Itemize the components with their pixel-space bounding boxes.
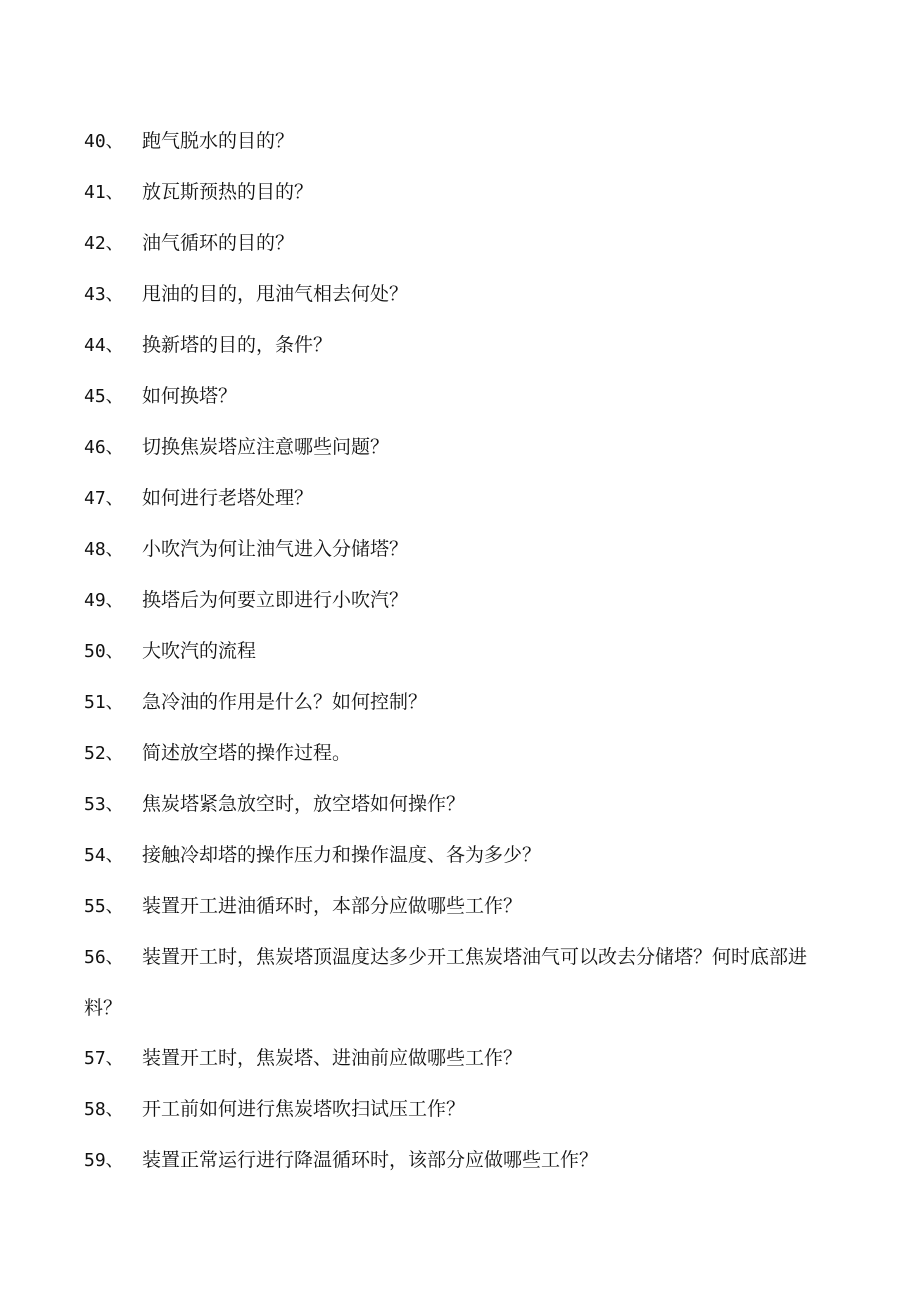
question-item [84,1033,824,1084]
question-item [84,779,824,830]
question-text: 装置开工时，焦炭塔顶温度达多少开工焦炭塔油气可以改去分储塔？何时底部进料？ [84,946,808,1019]
question-text: 装置开工时，焦炭塔、进油前应做哪些工作？ [142,1047,523,1069]
question-number: 59、 [84,1150,124,1171]
question-item [84,932,824,1033]
question-number: 47、 [84,488,124,509]
question-number: 54、 [84,845,124,866]
question-text: 急冷油的作用是什么？如何控制？ [142,691,428,713]
question-number: 50、 [84,641,124,662]
question-number: 53、 [84,794,124,815]
question-item [84,677,824,728]
question-text: 如何进行老塔处理？ [142,487,314,509]
question-item [84,626,824,677]
question-number: 41、 [84,182,124,203]
question-text: 开工前如何进行焦炭塔吹扫试压工作？ [142,1098,466,1120]
question-number: 45、 [84,386,124,407]
question-number: 51、 [84,692,124,713]
question-text: 简述放空塔的操作过程。 [142,742,352,764]
question-number: 58、 [84,1099,124,1120]
question-number: 40、 [84,131,124,152]
question-text: 焦炭塔紧急放空时，放空塔如何操作？ [142,793,466,815]
question-number: 55、 [84,896,124,917]
question-text: 放瓦斯预热的目的？ [142,181,314,203]
question-text: 切换焦炭塔应注意哪些问题？ [142,436,390,458]
question-number: 43、 [84,284,124,305]
question-text: 装置正常运行进行降温循环时，该部分应做哪些工作？ [142,1149,599,1171]
question-item [84,167,824,218]
question-text: 油气循环的目的？ [142,232,295,254]
question-item [84,371,824,422]
question-item [84,116,824,167]
question-number: 46、 [84,437,124,458]
question-item [84,473,824,524]
question-number: 49、 [84,590,124,611]
question-item [84,320,824,371]
question-number: 52、 [84,743,124,764]
question-number: 56、 [84,947,124,968]
question-item [84,269,824,320]
question-list [84,116,824,1186]
question-text: 跑气脱水的目的？ [142,130,295,152]
question-number: 48、 [84,539,124,560]
question-item [84,575,824,626]
question-item [84,830,824,881]
question-number: 42、 [84,233,124,254]
question-item [84,218,824,269]
question-item [84,1084,824,1135]
question-text: 如何换塔？ [142,385,238,407]
question-number: 57、 [84,1048,124,1069]
question-item [84,524,824,575]
question-text: 小吹汽为何让油气进入分储塔？ [142,538,409,560]
question-text: 换新塔的目的，条件？ [142,334,333,356]
question-item [84,881,824,932]
question-item [84,422,824,473]
question-text: 换塔后为何要立即进行小吹汽？ [142,589,409,611]
question-text: 大吹汽的流程 [142,640,257,662]
question-text: 接触冷却塔的操作压力和操作温度、各为多少？ [142,844,542,866]
question-text: 装置开工进油循环时，本部分应做哪些工作？ [142,895,523,917]
question-item [84,728,824,779]
question-item [84,1135,824,1186]
question-number: 44、 [84,335,124,356]
question-text: 甩油的目的，甩油气相去何处？ [142,283,409,305]
